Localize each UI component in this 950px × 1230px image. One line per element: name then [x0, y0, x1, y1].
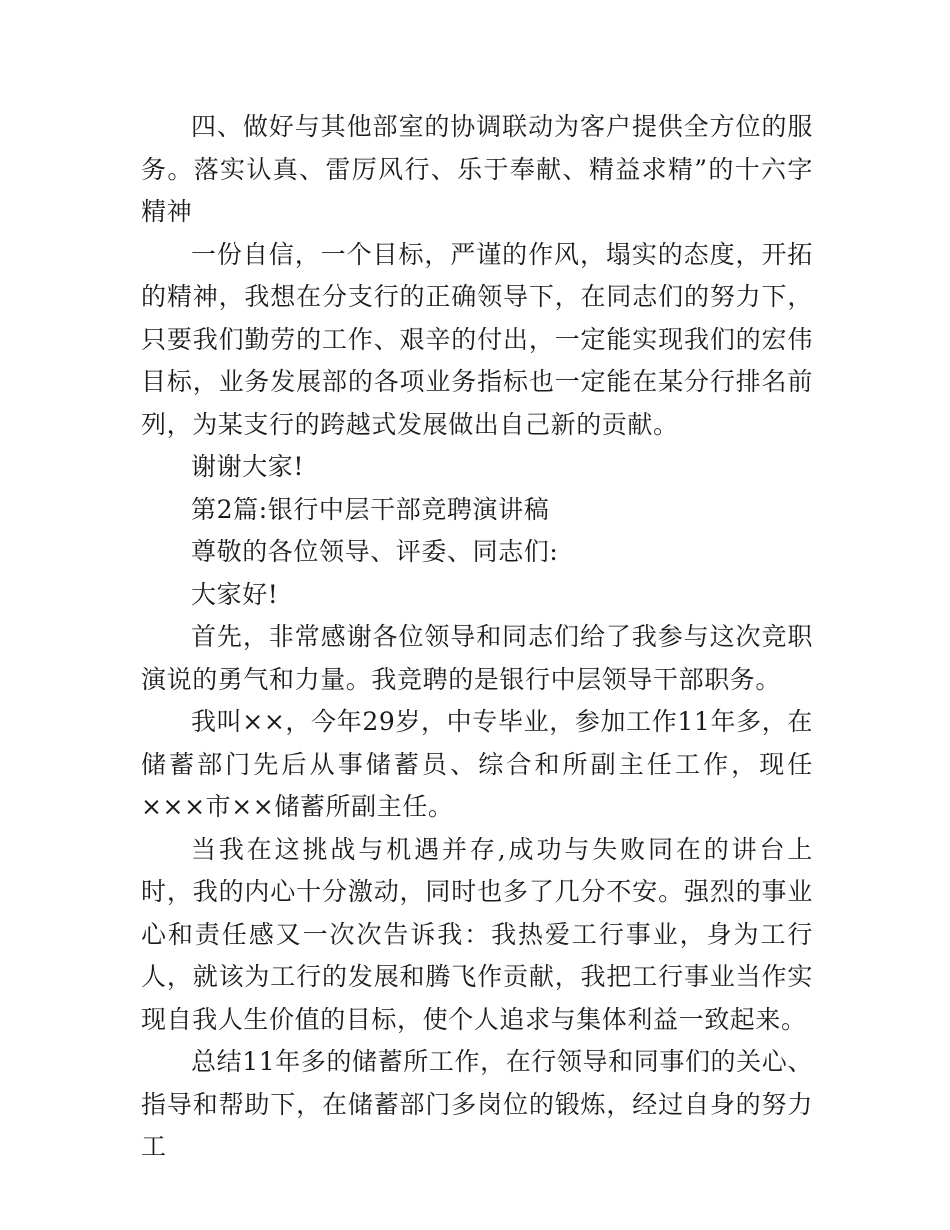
- paragraph: 一份自信，一个目标，严谨的作风，塌实的态度，开拓的精神，我想在分支行的正确领导下，在同志们的努力下，只要我们勤劳的工作、艰辛的付出，一定能实现我们的宏伟目标，业务发展部的各项业务指标也一定能在某分行排名前列，为某支行的跨越式发展做出自己新的贡献。: [141, 239, 813, 439]
- paragraph: 当我在这挑战与机遇并存,成功与失败同在的讲台上时，我的内心十分激动，同时也多了几分不安。强烈的事业心和责任感又一次次告诉我：我热爱工行事业，身为工行人，就该为工行的发展和腾飞作贡献，我把工行事业当作实现自我人生价值的目标，使个人追求与集体利益一致起来。: [141, 834, 813, 1034]
- paragraph: 首先，非常感谢各位领导和同志们给了我参与这次竞职演说的勇气和力量。我竞聘的是银行中层领导干部职务。: [141, 622, 813, 694]
- section-heading: 第2篇:银行中层干部竞聘演讲稿: [191, 494, 550, 524]
- salutation: 尊敬的各位领导、评委、同志们:: [191, 537, 559, 566]
- document-body: [141, 106, 813, 1169]
- paragraph: 四、做好与其他部室的协调联动为客户提供全方位的服务。落实认真、雷厉风行、乐于奉献、精益求精”的十六字精神: [141, 112, 813, 226]
- paragraph: 谢谢大家!: [191, 452, 305, 481]
- greeting: 大家好!: [191, 579, 279, 609]
- paragraph: 我叫××，今年29岁，中专毕业，参加工作11年多，在储蓄部门先后从事储蓄员、综合和所副主任工作，现任×××市××储蓄所副主任。: [141, 707, 813, 821]
- paragraph: 总结11年多的储蓄所工作，在行领导和同事们的关心、指导和帮助下，在储蓄部门多岗位的锻炼，经过自身的努力工: [141, 1047, 813, 1161]
